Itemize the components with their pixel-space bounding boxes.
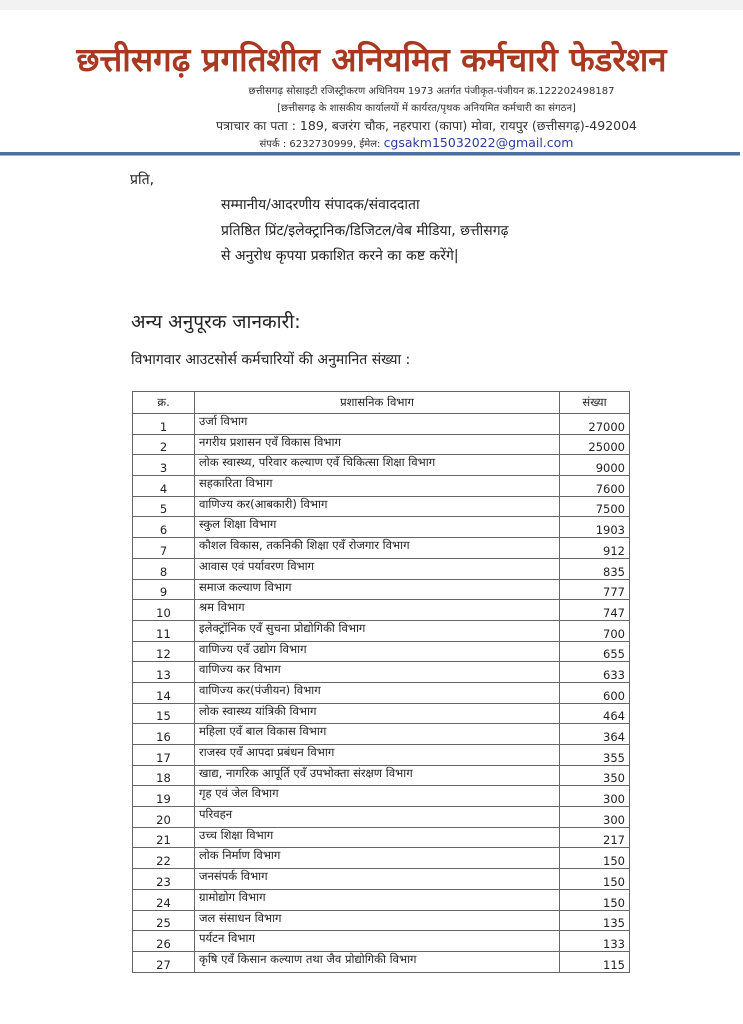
table-row — [133, 620, 630, 641]
salutation: प्रति, — [130, 172, 155, 188]
row-department: राजस्व एवँ आपदा प्रबंधन विभाग — [195, 745, 560, 766]
row-count: 9000 — [560, 455, 630, 476]
row-serial: 9 — [133, 579, 195, 600]
organization-subtitle: [छत्तीसगढ़ के शासकीय कार्यालयों में कार्यरत/पृथक अनियमित कर्मचारी का संगठन] — [277, 103, 576, 114]
row-count: 150 — [560, 889, 630, 910]
table-row — [133, 869, 630, 890]
row-count: 1903 — [560, 517, 630, 538]
row-count: 25000 — [560, 434, 630, 455]
table-row — [133, 745, 630, 766]
table-row — [133, 703, 630, 724]
row-serial: 12 — [133, 641, 195, 662]
row-department: कृषि एवँ किसान कल्याण तथा जैव प्रोद्योगिकी विभाग — [195, 951, 560, 972]
row-count: 747 — [560, 600, 630, 621]
row-department: श्रम विभाग — [195, 600, 560, 621]
table-row — [133, 951, 630, 972]
recipient-line: सम्मानीय/आदरणीय संपादक/संवाददाता — [221, 197, 420, 213]
row-serial: 17 — [133, 745, 195, 766]
row-serial: 2 — [133, 434, 195, 455]
table-row — [133, 579, 630, 600]
row-count: 300 — [560, 786, 630, 807]
row-count: 600 — [560, 682, 630, 703]
row-department: वाणिज्य कर विभाग — [195, 662, 560, 683]
row-serial: 16 — [133, 724, 195, 745]
row-count: 27000 — [560, 414, 630, 435]
letterhead-divider-shadow — [0, 155, 740, 156]
contact-line — [0, 135, 743, 150]
postal-address: पत्राचार का पता : 189, बजरंग चौक, नहरपारा (कापा) मोवा, रायपुर (छत्तीसगढ़)-492004 — [215, 118, 638, 133]
row-department: नगरीय प्रशासन एवँ विकास विभाग — [195, 434, 560, 455]
row-serial: 13 — [133, 662, 195, 683]
row-department: ग्रामोद्योग विभाग — [195, 889, 560, 910]
row-count: 655 — [560, 641, 630, 662]
row-serial: 14 — [133, 682, 195, 703]
table-row — [133, 641, 630, 662]
row-count: 355 — [560, 745, 630, 766]
row-count: 133 — [560, 931, 630, 952]
row-serial: 7 — [133, 538, 195, 559]
row-department: खाद्य, नागरिक आपूर्ति एवँ उपभोक्ता संरक्षण विभाग — [195, 765, 560, 786]
table-row — [133, 476, 630, 497]
row-count: 835 — [560, 558, 630, 579]
row-count: 912 — [560, 538, 630, 559]
column-header-serial: क्र. — [133, 392, 195, 414]
table-row — [133, 931, 630, 952]
row-department: इलेक्ट्रॉनिक एवँ सुचना प्रोद्योगिकी विभाग — [195, 620, 560, 641]
row-department: जनसंपर्क विभाग — [195, 869, 560, 890]
row-serial: 25 — [133, 910, 195, 931]
row-serial: 18 — [133, 765, 195, 786]
row-serial: 15 — [133, 703, 195, 724]
row-count: 217 — [560, 827, 630, 848]
row-department: वाणिज्य कर(पंजीयन) विभाग — [195, 682, 560, 703]
row-department: समाज कल्याण विभाग — [195, 579, 560, 600]
table-row — [133, 496, 630, 517]
row-department: लोक स्वास्थ्य, परिवार कल्याण एवँ चिकित्सा शिक्षा विभाग — [195, 455, 560, 476]
table-row — [133, 414, 630, 435]
row-serial: 24 — [133, 889, 195, 910]
row-count: 700 — [560, 620, 630, 641]
table-row — [133, 538, 630, 559]
table-header-row — [133, 392, 630, 414]
table-row — [133, 889, 630, 910]
row-serial: 26 — [133, 931, 195, 952]
row-department: लोक निर्माण विभाग — [195, 848, 560, 869]
table-row — [133, 434, 630, 455]
row-department: लोक स्वास्थ्य यांत्रिकी विभाग — [195, 703, 560, 724]
table-row — [133, 724, 630, 745]
section-heading: अन्य अनुपूरक जानकारी: — [131, 311, 301, 333]
row-serial: 4 — [133, 476, 195, 497]
row-serial: 10 — [133, 600, 195, 621]
row-count: 464 — [560, 703, 630, 724]
row-department: उच्च शिक्षा विभाग — [195, 827, 560, 848]
row-serial: 19 — [133, 786, 195, 807]
row-count: 135 — [560, 910, 630, 931]
row-serial: 21 — [133, 827, 195, 848]
row-count: 7600 — [560, 476, 630, 497]
row-department: आवास एवं पर्यावरण विभाग — [195, 558, 560, 579]
row-department: गृह एवं जेल विभाग — [195, 786, 560, 807]
row-department: उर्जा विभाग — [195, 414, 560, 435]
row-count: 115 — [560, 951, 630, 972]
table-body — [133, 414, 630, 973]
row-serial: 6 — [133, 517, 195, 538]
table-row — [133, 600, 630, 621]
row-count: 7500 — [560, 496, 630, 517]
row-serial: 5 — [133, 496, 195, 517]
row-department: परिवहन — [195, 807, 560, 828]
row-serial: 1 — [133, 414, 195, 435]
department-table — [132, 391, 630, 973]
table-row — [133, 662, 630, 683]
email-link[interactable]: cgsakm15032022@gmail.com — [383, 135, 574, 150]
table-row — [133, 827, 630, 848]
row-count: 777 — [560, 579, 630, 600]
table-row — [133, 558, 630, 579]
row-serial: 22 — [133, 848, 195, 869]
row-count: 150 — [560, 869, 630, 890]
recipient-line: प्रतिष्ठित प्रिंट/इलेक्ट्रानिक/डिजिटल/वेब मीडिया, छत्तीसगढ़ — [221, 223, 509, 239]
registration-line: छत्तीसगढ़ सोसाइटी रजिस्ट्रीकरण अधिनियम 1973 अतर्गत पंजीकृत-पंजीयन क्र.122202498187 — [248, 86, 615, 97]
row-department: वाणिज्य एवँ उद्योग विभाग — [195, 641, 560, 662]
row-serial: 8 — [133, 558, 195, 579]
row-serial: 23 — [133, 869, 195, 890]
table-row — [133, 910, 630, 931]
table-row — [133, 455, 630, 476]
row-department: पर्यटन विभाग — [195, 931, 560, 952]
recipient-line: से अनुरोध कृपया प्रकाशित करने का कष्ट करेंगे| — [221, 248, 459, 264]
row-department: कौशल विकास, तकनिकी शिक्षा एवँ रोजगार विभाग — [195, 538, 560, 559]
row-count: 350 — [560, 765, 630, 786]
contact-prefix: संपर्क : 6232730999, ईमेल: — [259, 139, 384, 150]
row-serial: 3 — [133, 455, 195, 476]
row-count: 364 — [560, 724, 630, 745]
row-serial: 11 — [133, 620, 195, 641]
row-count: 150 — [560, 848, 630, 869]
row-department: सहकारिता विभाग — [195, 476, 560, 497]
table-caption: विभागवार आउटसोर्स कर्मचारियों की अनुमानित संख्या : — [131, 352, 411, 368]
table-row — [133, 765, 630, 786]
table-row — [133, 848, 630, 869]
table-row — [133, 807, 630, 828]
row-department: जल संसाधन विभाग — [195, 910, 560, 931]
row-serial: 20 — [133, 807, 195, 828]
table-row — [133, 786, 630, 807]
table-row — [133, 517, 630, 538]
row-department: महिला एवँ बाल विकास विभाग — [195, 724, 560, 745]
row-count: 300 — [560, 807, 630, 828]
row-count: 633 — [560, 662, 630, 683]
row-department: वाणिज्य कर(आबकारी) विभाग — [195, 496, 560, 517]
row-serial: 27 — [133, 951, 195, 972]
top-strip — [0, 0, 743, 10]
organization-title: छत्तीसगढ़ प्रगतिशील अनियमित कर्मचारी फेडरेशन — [76, 40, 667, 79]
column-header-department: प्रशासनिक विभाग — [195, 392, 560, 414]
table-row — [133, 682, 630, 703]
column-header-count: संख्या — [560, 392, 630, 414]
row-department: स्कुल शिक्षा विभाग — [195, 517, 560, 538]
